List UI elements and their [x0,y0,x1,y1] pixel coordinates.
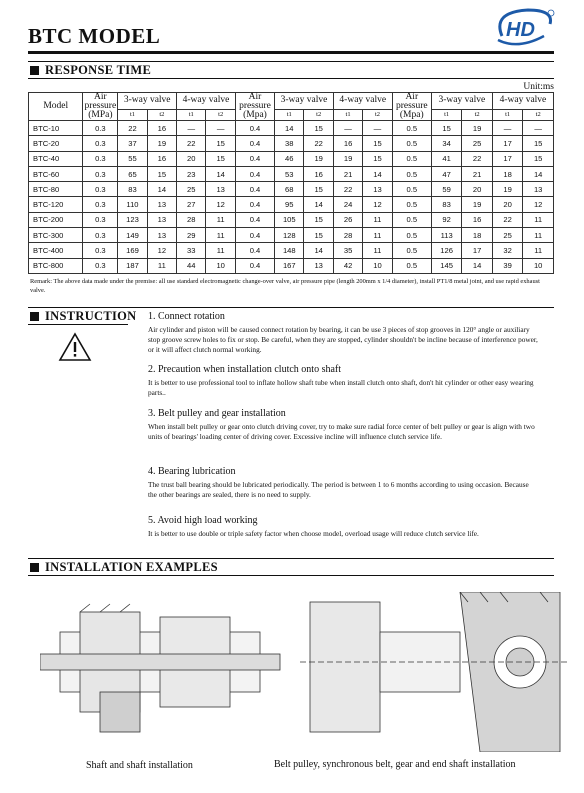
table-cell: 10 [206,258,235,273]
table-cell: 14 [304,243,333,258]
table-cell: 19 [333,151,362,166]
table-cell: 42 [333,258,362,273]
table-cell: 145 [431,258,461,273]
table-cell: 95 [275,197,304,212]
table-cell: 14 [206,166,235,181]
table-cell: 13 [147,212,176,227]
table-row [29,243,554,258]
table-cell: 0.4 [235,243,274,258]
table-cell: 0.3 [83,151,118,166]
page-title: BTC MODEL [28,24,161,48]
table-row [29,166,554,181]
table-body [29,121,554,274]
valve4-header: 4-way valve [333,93,392,110]
instruction-body: Air cylinder and piston will be caused connect rotation by bearing, it can be use 3 pieces of stop grooves in 120° angle or auxiliary stop groove screw holes to fix or stop. Be careful, when they are stopped, cylinder shouldn't be incline because of interference power, or it will affect clutch normal working. [148,325,538,355]
table-cell: 25 [177,182,206,197]
table-cell: 38 [275,136,304,151]
table-cell: 11 [523,228,554,243]
table-cell: 0.3 [83,182,118,197]
table-cell: 16 [333,136,362,151]
model-cell: BTC-40 [29,151,83,166]
instruction-item-1 [148,311,538,356]
table-cell: 20 [177,151,206,166]
section-rule-top [28,61,554,62]
table-cell: 128 [275,228,304,243]
unit-label: Unit:ms [523,82,554,92]
instruction-title: 2. Precaution when installation clutch onto shaft [148,364,342,375]
instruction-body: It is better to use professional tool to inflate hollow shaft tube when install clutch onto shaft, don't hit cylinder or other easy wearing parts.. [148,378,534,398]
table-cell: 17 [462,243,493,258]
table-cell: 18 [462,228,493,243]
instruction-item-2 [148,364,538,398]
table-cell: 26 [333,212,362,227]
table-cell: 47 [431,166,461,181]
table-cell: 12 [206,197,235,212]
table-cell: 83 [118,182,147,197]
table-cell: 149 [118,228,147,243]
table-cell: 15 [206,136,235,151]
air-pressure-header: Air pressure (Mpa) [235,93,274,121]
table-cell: 0.5 [392,258,431,273]
caption-left: Shaft and shaft installation [86,760,193,771]
instruction-item-3 [148,408,538,442]
table-cell: 167 [275,258,304,273]
table-cell: 18 [492,166,522,181]
table-cell: 148 [275,243,304,258]
table-row [29,136,554,151]
table-cell: 0.5 [392,212,431,227]
t2-header: t2 [304,109,333,120]
table-cell: 13 [147,197,176,212]
table-cell: 23 [177,166,206,181]
table-cell: 22 [304,136,333,151]
table-cell: 22 [462,151,493,166]
table-cell: 0.3 [83,136,118,151]
instruction-body: It is better to use double or triple safety factor when choose model, overload usage will reduce clutch service life. [148,529,479,538]
response-time-heading [30,63,151,78]
table-cell: 123 [118,212,147,227]
table-cell: 14 [363,166,392,181]
table-cell: 0.3 [83,121,118,136]
model-cell: BTC-300 [29,228,83,243]
table-row [29,151,554,166]
t2-header: t2 [147,109,176,120]
table-cell: 92 [431,212,461,227]
table-cell: 0.5 [392,243,431,258]
hd-logo [488,6,558,52]
table-cell: 12 [147,243,176,258]
section-rule-bottom [28,324,128,325]
table-row [29,228,554,243]
table-cell: 126 [431,243,461,258]
table-cell: 0.4 [235,182,274,197]
table-cell: 10 [523,258,554,273]
table-cell: 12 [523,197,554,212]
table-cell: 11 [363,243,392,258]
model-cell: BTC-800 [29,258,83,273]
table-cell: 20 [462,182,493,197]
instruction-item-5 [148,515,538,539]
table-cell: 0.4 [235,166,274,181]
section-rule-top [28,307,554,308]
instruction-title: 1. Connect rotation [148,311,225,322]
table-cell: 15 [523,151,554,166]
table-cell: 27 [177,197,206,212]
table-cell: 169 [118,243,147,258]
t2-header: t2 [363,109,392,120]
instruction-title: 5. Avoid high load working [148,515,258,526]
model-cell: BTC-400 [29,243,83,258]
table-cell: 20 [492,197,522,212]
instruction-title: 3. Belt pulley and gear installation [148,408,286,419]
table-cell: 0.4 [235,136,274,151]
remark-text: Remark: The above data made under the premise: all use standard electromagnetic change-over valve, air pressure pipe (length 200mm x 1/4 diameter), install PT1/8 metal joint, and use rapid exhaust valve. [30,278,540,294]
table-cell: 16 [147,151,176,166]
table-cell: 19 [492,182,522,197]
installation-drawings [40,592,570,752]
table-cell: 59 [431,182,461,197]
table-cell: 25 [462,136,493,151]
valve4-header: 4-way valve [492,93,553,110]
table-cell: 0.4 [235,121,274,136]
table-cell: 0.4 [235,151,274,166]
model-cell: BTC-10 [29,121,83,136]
table-cell: 15 [304,228,333,243]
table-cell: 15 [363,151,392,166]
table-cell: 19 [462,197,493,212]
table-cell: 22 [177,136,206,151]
square-bullet-icon [30,563,39,572]
table-cell: 0.3 [83,166,118,181]
valve3-header: 3-way valve [118,93,177,110]
table-cell: — [333,121,362,136]
table-cell: 110 [118,197,147,212]
table-cell: 0.4 [235,258,274,273]
air-pressure-header: Air pressure (MPa) [84,92,117,120]
section-rule-top [28,558,554,559]
table-cell: 14 [147,182,176,197]
table-cell: 105 [275,212,304,227]
table-cell: 11 [523,243,554,258]
belt-pulley-installation-drawing [300,592,570,752]
t2-header: t2 [206,109,235,120]
table-cell: 0.4 [235,212,274,227]
installation-heading [30,560,218,575]
table-cell: 15 [206,151,235,166]
t1-header: t1 [333,109,362,120]
table-cell: 14 [523,166,554,181]
table-cell: 0.5 [392,151,431,166]
caption-right: Belt pulley, synchronous belt, gear and end shaft installation [274,759,516,770]
instruction-item-4 [148,466,538,500]
table-cell: 14 [275,121,304,136]
table-cell: 25 [492,228,522,243]
table-cell: 13 [304,258,333,273]
table-cell: — [177,121,206,136]
table-cell: 35 [333,243,362,258]
table-cell: 0.4 [235,228,274,243]
table-cell: 0.3 [83,243,118,258]
table-cell: 28 [333,228,362,243]
valve3-header: 3-way valve [275,93,334,110]
table-cell: 12 [363,197,392,212]
table-cell: 0.5 [392,182,431,197]
table-cell: 22 [333,182,362,197]
table-cell: 0.3 [83,258,118,273]
table-row [29,121,554,136]
title-rule [28,51,554,54]
table-cell: 15 [304,212,333,227]
section-rule-bottom [28,78,554,79]
table-cell: 53 [275,166,304,181]
section-rule-bottom [28,575,554,576]
table-cell: 37 [118,136,147,151]
table-cell: — [492,121,522,136]
t1-header: t1 [431,109,461,120]
table-cell: 0.4 [235,197,274,212]
table-cell: 39 [492,258,522,273]
model-cell: BTC-80 [29,182,83,197]
table-cell: 13 [147,228,176,243]
valve4-header: 4-way valve [177,93,236,110]
model-cell: BTC-120 [29,197,83,212]
t2-header: t2 [523,109,554,120]
table-cell: 55 [118,151,147,166]
table-cell: 28 [177,212,206,227]
svg-text:HD: HD [506,19,535,41]
table-row [29,212,554,227]
table-cell: 0.5 [392,197,431,212]
model-cell: BTC-60 [29,166,83,181]
table-cell: 15 [363,136,392,151]
table-cell: 24 [333,197,362,212]
table-cell: 0.5 [392,166,431,181]
table-cell: 13 [206,182,235,197]
table-cell: — [523,121,554,136]
table-cell: 15 [431,121,461,136]
table-cell: 10 [363,258,392,273]
table-cell: 68 [275,182,304,197]
valve3-header: 3-way valve [431,93,492,110]
table-cell: 11 [206,228,235,243]
table-cell: 19 [304,151,333,166]
table-cell: 15 [147,166,176,181]
table-cell: 0.3 [83,197,118,212]
table-cell: 83 [431,197,461,212]
table-cell: 11 [363,212,392,227]
table-cell: 41 [431,151,461,166]
table-cell: 33 [177,243,206,258]
t1-header: t1 [118,109,147,120]
table-cell: 65 [118,166,147,181]
t1-header: t1 [177,109,206,120]
response-time-table [28,92,554,274]
table-row [29,197,554,212]
installation-label: INSTALLATION EXAMPLES [45,560,218,574]
table-cell: 14 [304,197,333,212]
table-cell: — [363,121,392,136]
table-cell: 11 [147,258,176,273]
table-cell: 15 [304,121,333,136]
table-cell: 11 [206,243,235,258]
table-cell: 17 [492,136,522,151]
table-cell: 34 [431,136,461,151]
table-cell: 13 [523,182,554,197]
table-cell: 0.3 [83,228,118,243]
table-cell: 21 [462,166,493,181]
table-cell: 15 [523,136,554,151]
instruction-body: When install belt pulley or gear onto clutch driving cover, try to make sure radial force center of belt pulley or gear is align with two units of bearings' loading center of driving cover. Excessive incline will influence clutch service life. [148,422,535,442]
air-pressure-header: Air pressure (Mpa) [392,93,431,121]
table-cell: 0.5 [392,136,431,151]
t1-header: t1 [492,109,522,120]
t1-header: t1 [275,109,304,120]
table-cell: 0.5 [392,121,431,136]
instruction-heading [30,309,137,324]
square-bullet-icon [30,66,39,75]
instruction-label: INSTRUCTION [45,309,137,323]
model-cell: BTC-20 [29,136,83,151]
table-cell: — [206,121,235,136]
model-cell: BTC-200 [29,212,83,227]
table-cell: 22 [492,212,522,227]
table-cell: 19 [147,136,176,151]
table-cell: 44 [177,258,206,273]
table-cell: 21 [333,166,362,181]
table-cell: 13 [363,182,392,197]
table-cell: 19 [462,121,493,136]
model-header: Model [29,93,83,121]
warning-icon [58,332,92,362]
t2-header: t2 [462,109,493,120]
table-cell: 46 [275,151,304,166]
square-bullet-icon [30,312,39,321]
table-cell: 11 [523,212,554,227]
table-cell: 187 [118,258,147,273]
table-cell: 22 [118,121,147,136]
table-cell: 11 [206,212,235,227]
table-row [29,258,554,273]
table-cell: 15 [304,182,333,197]
table-cell: 16 [462,212,493,227]
table-cell: 32 [492,243,522,258]
table-cell: 16 [304,166,333,181]
instruction-body: The trust ball bearing should be lubricated periodically. The period is between 1 to 6 months according to using occasion. Because the other bearings are sealed, there is no need to supply. [148,480,529,500]
table-cell: 113 [431,228,461,243]
table-cell: 29 [177,228,206,243]
instruction-title: 4. Bearing lubrication [148,466,236,477]
table-cell: 16 [147,121,176,136]
table-cell: 0.3 [83,212,118,227]
table-cell: 11 [363,228,392,243]
response-time-label: RESPONSE TIME [45,63,152,77]
shaft-installation-drawing [40,604,280,732]
table-cell: 14 [462,258,493,273]
table-cell: 0.5 [392,228,431,243]
table-cell: 17 [492,151,522,166]
table-row [29,182,554,197]
